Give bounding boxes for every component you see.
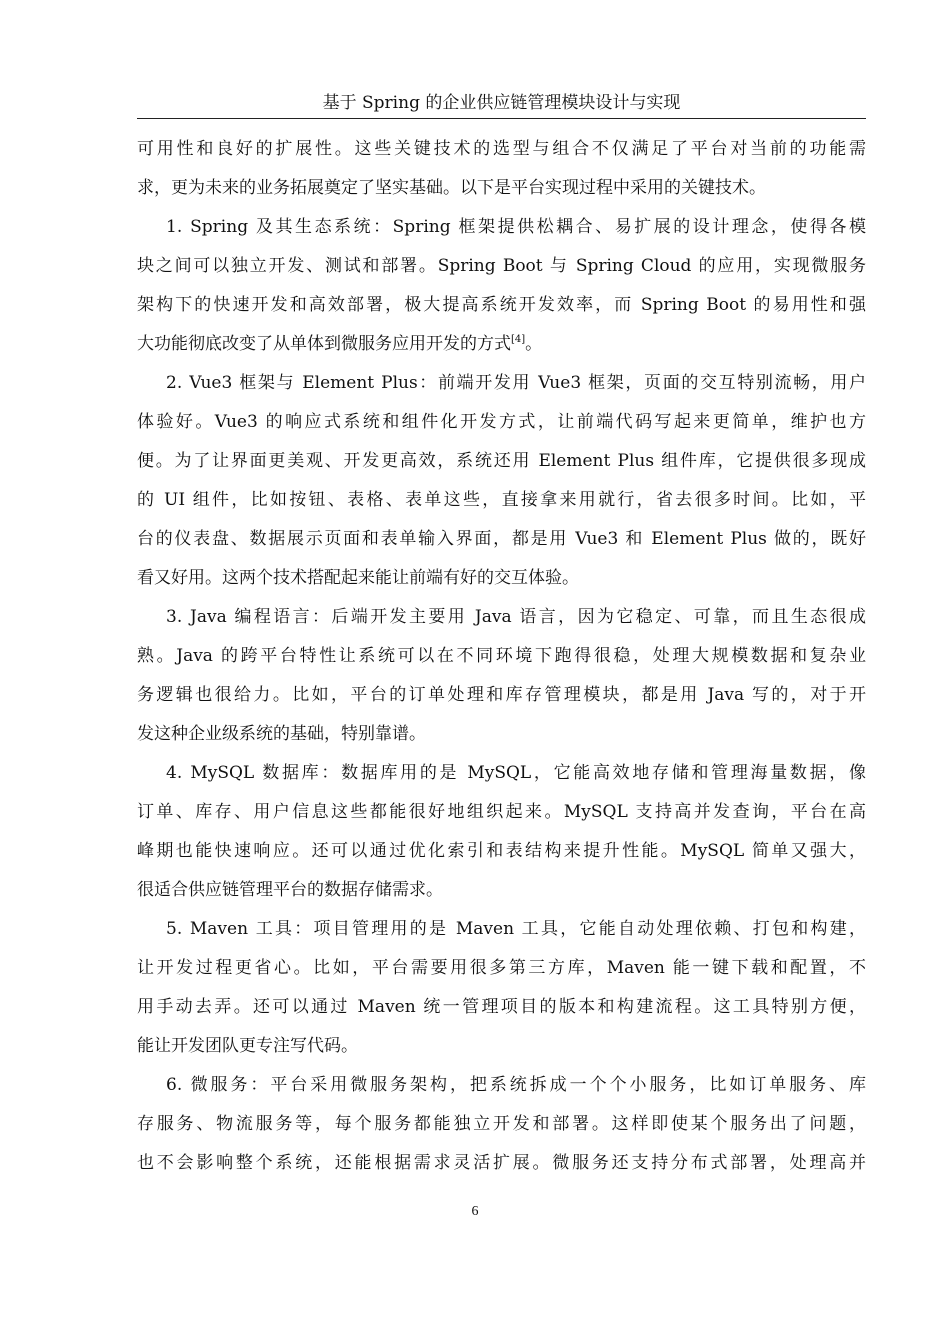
text-line: 6. 微服务：平台采用微服务架构，把系统拆成一个个小服务，比如订单服务、库 — [166, 1075, 866, 1095]
text-line: 块之间可以独立开发、测试和部署。Spring Boot 与 Spring Cloud 的应用，实现微服务 — [137, 256, 866, 276]
text-line: 4. MySQL 数据库：数据库用的是 MySQL，它能高效地存储和管理海量数据，像 — [166, 763, 866, 783]
text-line: 台的仪表盘、数据展示页面和表单输入界面，都是用 Vue3 和 Element Plus 做的，既好 — [137, 529, 866, 549]
paragraph-microservices — [137, 1066, 866, 1183]
paragraph-vue3 — [137, 364, 866, 598]
text-line: 发这种企业级系统的基础，特别靠谱。 — [137, 724, 426, 744]
paragraph-continuation — [137, 130, 866, 208]
text-line: 便。为了让界面更美观、开发更高效，系统还用 Element Plus 组件库，它提供很多现成 — [137, 451, 866, 471]
page-number: 6 — [471, 1204, 479, 1219]
text-line: 架构下的快速开发和高效部署，极大提高系统开发效率，而 Spring Boot 的易用性和强 — [137, 295, 866, 315]
body-text — [137, 130, 866, 1183]
text-line: 3. Java 编程语言：后端开发主要用 Java 语言，因为它稳定、可靠，而且生态很成 — [166, 607, 866, 627]
text-line: 体验好。Vue3 的响应式系统和组件化开发方式，让前端代码写起来更简单，维护也方 — [137, 412, 866, 432]
text-line: 熟。Java 的跨平台特性让系统可以在不同环境下跑得很稳，处理大规模数据和复杂业 — [137, 646, 866, 666]
paragraph-java — [137, 598, 866, 754]
text-line: 2. Vue3 框架与 Element Plus：前端开发用 Vue3 框架，页面的交互特别流畅，用户 — [166, 373, 866, 393]
text-line: 让开发过程更省心。比如，平台需要用很多第三方库，Maven 能一键下载和配置，不 — [137, 958, 866, 978]
text-line: 订单、库存、用户信息这些都能很好地组织起来。MySQL 支持高并发查询，平台在高 — [137, 802, 866, 822]
paragraph-spring — [137, 208, 866, 364]
text-line-with-citation — [137, 325, 866, 364]
header-divider — [137, 118, 866, 119]
text-line: 求，更为未来的业务拓展奠定了坚实基础。以下是平台实现过程中采用的关键技术。 — [137, 178, 766, 198]
paragraph-mysql — [137, 754, 866, 910]
text-line: 的 UI 组件，比如按钮、表格、表单这些，直接拿来用就行，省去很多时间。比如，平 — [137, 490, 866, 510]
text-line: 存服务、物流服务等，每个服务都能独立开发和部署。这样即使某个服务出了问题， — [137, 1114, 866, 1134]
text-line: 务逻辑也很给力。比如，平台的订单处理和库存管理模块，都是用 Java 写的，对于开 — [137, 685, 866, 705]
text-segment: 。 — [525, 334, 543, 354]
text-line: 很适合供应链管理平台的数据存储需求。 — [137, 880, 443, 900]
text-line: 峰期也能快速响应。还可以通过优化索引和表结构来提升性能。MySQL 简单又强大， — [137, 841, 866, 861]
text-line: 用手动去弄。还可以通过 Maven 统一管理项目的版本和构建流程。这工具特别方便， — [137, 997, 866, 1017]
text-line: 1. Spring 及其生态系统：Spring 框架提供松耦合、易扩展的设计理念，使得各模 — [166, 217, 866, 237]
citation-reference: [4] — [511, 334, 526, 345]
text-segment: 大功能彻底改变了从单体到微服务应用开发的方式 — [137, 334, 511, 354]
text-line: 也不会影响整个系统，还能根据需求灵活扩展。微服务还支持分布式部署，处理高并 — [137, 1153, 866, 1173]
running-header-title: 基于 Spring 的企业供应链管理模块设计与实现 — [322, 93, 681, 113]
text-line: 可用性和良好的扩展性。这些关键技术的选型与组合不仅满足了平台对当前的功能需 — [137, 139, 866, 159]
text-line: 看又好用。这两个技术搭配起来能让前端有好的交互体验。 — [137, 568, 579, 588]
text-line: 5. Maven 工具：项目管理用的是 Maven 工具，它能自动处理依赖、打包和构建， — [166, 919, 866, 939]
paragraph-maven — [137, 910, 866, 1066]
text-line: 能让开发团队更专注写代码。 — [137, 1036, 358, 1056]
